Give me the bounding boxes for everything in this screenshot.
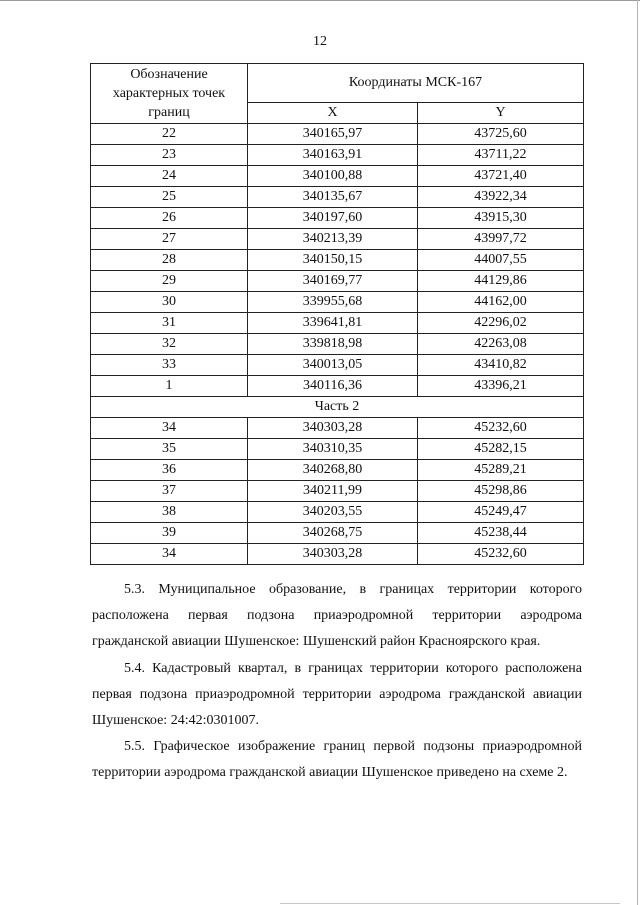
point-cell: 34: [91, 544, 248, 565]
y-cell: 45282,15: [418, 439, 584, 460]
x-cell: 340310,35: [248, 439, 418, 460]
y-cell: 43396,21: [418, 376, 584, 397]
page-right-edge: [637, 0, 638, 905]
x-cell: 339818,98: [248, 334, 418, 355]
table-row: [91, 376, 584, 397]
y-cell: 45298,86: [418, 481, 584, 502]
point-cell: 29: [91, 271, 248, 292]
table-row: [91, 292, 584, 313]
table-body-part1: [91, 124, 584, 397]
x-cell: 339955,68: [248, 292, 418, 313]
y-cell: 44129,86: [418, 271, 584, 292]
y-cell: 45238,44: [418, 523, 584, 544]
point-cell: 31: [91, 313, 248, 334]
x-cell: 340135,67: [248, 187, 418, 208]
x-cell: 340169,77: [248, 271, 418, 292]
point-cell: 27: [91, 229, 248, 250]
x-cell: 340150,15: [248, 250, 418, 271]
table-body-part2: [91, 418, 584, 565]
table-part2-divider: [91, 397, 584, 418]
y-cell: 45249,47: [418, 502, 584, 523]
table-row: [91, 145, 584, 166]
point-cell: 25: [91, 187, 248, 208]
y-cell: 42263,08: [418, 334, 584, 355]
y-cell: 43725,60: [418, 124, 584, 145]
page-top-edge: [0, 0, 640, 1]
y-cell: 43410,82: [418, 355, 584, 376]
table-row: [91, 124, 584, 145]
table-row: [91, 250, 584, 271]
x-cell: 340013,05: [248, 355, 418, 376]
x-cell: 340163,91: [248, 145, 418, 166]
y-cell: 44162,00: [418, 292, 584, 313]
point-cell: 22: [91, 124, 248, 145]
y-cell: 43721,40: [418, 166, 584, 187]
x-cell: 340203,55: [248, 502, 418, 523]
x-cell: 339641,81: [248, 313, 418, 334]
point-cell: 38: [91, 502, 248, 523]
point-cell: 32: [91, 334, 248, 355]
y-cell: 43922,34: [418, 187, 584, 208]
coordinates-table: [90, 63, 584, 565]
table-row: [91, 355, 584, 376]
x-cell: 340268,75: [248, 523, 418, 544]
header-y: Y: [418, 103, 584, 124]
part2-label: Часть 2: [91, 397, 584, 418]
paragraph-5-5: 5.5. Графическое изображение границ первой подзоны приаэродромной территории аэродрома гражданской авиации Шушенское приведено на схеме 2.: [92, 739, 582, 780]
point-cell: 26: [91, 208, 248, 229]
point-cell: 28: [91, 250, 248, 271]
table-row: [91, 166, 584, 187]
y-cell: 43915,30: [418, 208, 584, 229]
x-cell: 340303,28: [248, 544, 418, 565]
table-row: [91, 229, 584, 250]
header-coordinates: Координаты МСК-167: [248, 64, 584, 103]
x-cell: 340100,88: [248, 166, 418, 187]
x-cell: 340213,39: [248, 229, 418, 250]
table-row: [91, 481, 584, 502]
y-cell: 43997,72: [418, 229, 584, 250]
point-cell: 30: [91, 292, 248, 313]
point-cell: 1: [91, 376, 248, 397]
table-row: [91, 334, 584, 355]
table-row: [91, 418, 584, 439]
table-row: [91, 502, 584, 523]
header-x: X: [248, 103, 418, 124]
table-row: [91, 208, 584, 229]
y-cell: 45232,60: [418, 418, 584, 439]
page-number: 12: [313, 34, 327, 49]
y-cell: 45232,60: [418, 544, 584, 565]
point-cell: 34: [91, 418, 248, 439]
x-cell: 340303,28: [248, 418, 418, 439]
point-cell: 24: [91, 166, 248, 187]
x-cell: 340165,97: [248, 124, 418, 145]
table-row: [91, 460, 584, 481]
paragraph-5-4: 5.4. Кадастровый квартал, в границах территории которого расположена первая подзона приаэродромной территории аэродрома гражданской авиации Шушенское: 24:42:0301007.: [92, 661, 582, 728]
y-cell: 45289,21: [418, 460, 584, 481]
part-row: [91, 397, 584, 418]
y-cell: 43711,22: [418, 145, 584, 166]
point-cell: 23: [91, 145, 248, 166]
point-cell: 36: [91, 460, 248, 481]
paragraph-5-3: 5.3. Муниципальное образование, в границах территории которого расположена первая подзона приаэродромной территории аэродрома гражданской авиации Шушенское: Шушенский район Красноярского края.: [92, 582, 582, 649]
header-point-label: Обозначение характерных точек границ: [91, 64, 248, 124]
x-cell: 340268,80: [248, 460, 418, 481]
page-bottom-edge: [280, 903, 620, 904]
point-cell: 37: [91, 481, 248, 502]
table-row: [91, 439, 584, 460]
x-cell: 340197,60: [248, 208, 418, 229]
table-row: [91, 187, 584, 208]
table-row: [91, 313, 584, 334]
y-cell: 44007,55: [418, 250, 584, 271]
table-row: [91, 271, 584, 292]
table-row: [91, 544, 584, 565]
x-cell: 340211,99: [248, 481, 418, 502]
point-cell: 35: [91, 439, 248, 460]
x-cell: 340116,36: [248, 376, 418, 397]
table-row: [91, 523, 584, 544]
y-cell: 42296,02: [418, 313, 584, 334]
point-cell: 39: [91, 523, 248, 544]
point-cell: 33: [91, 355, 248, 376]
